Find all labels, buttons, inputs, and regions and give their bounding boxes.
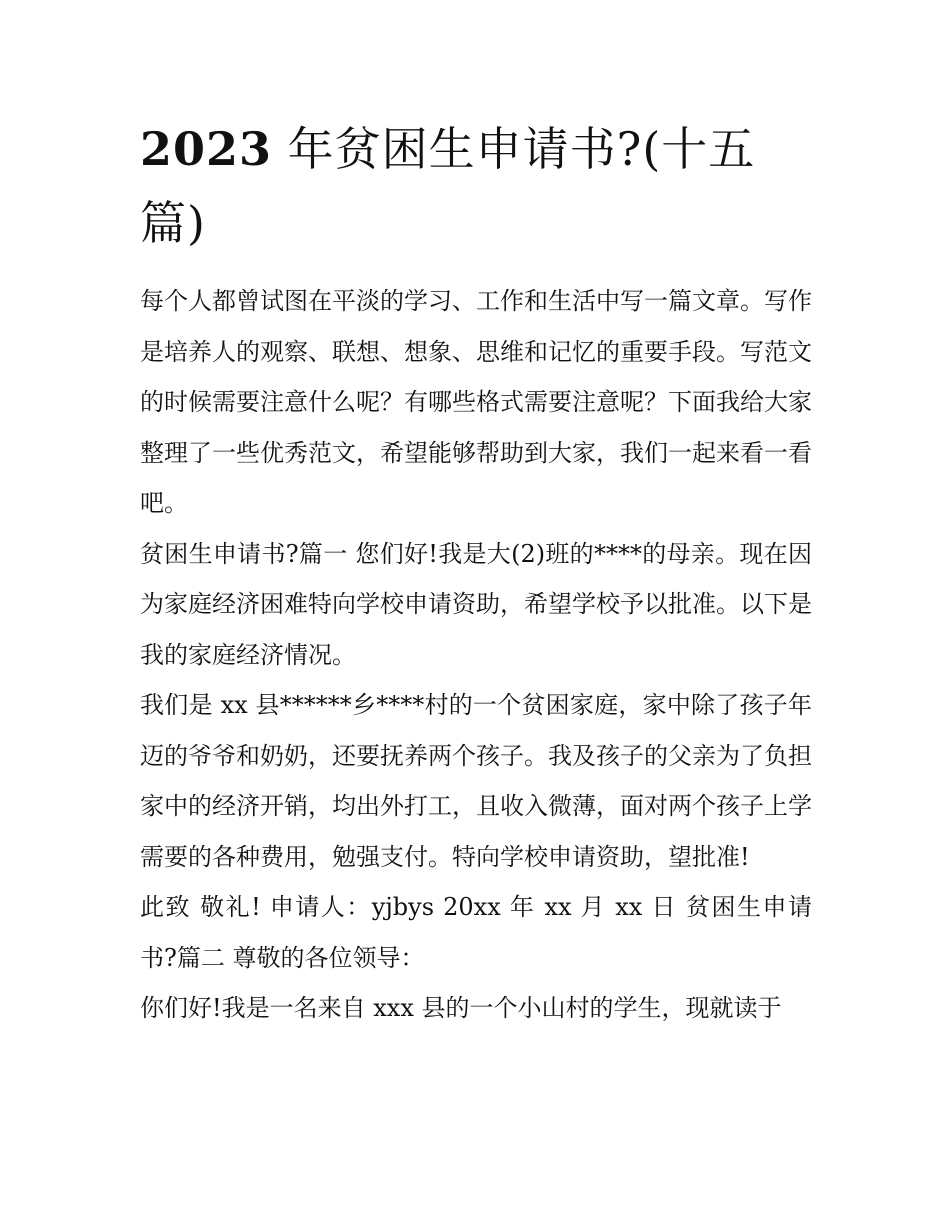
paragraph-intro: 每个人都曾试图在平淡的学习、工作和生活中写一篇文章。写作是培养人的观察、联想、想象、思维和记忆的重要手段。写范文的时候需要注意什么呢？有哪些格式需要注意呢？下面我给大家整理了一些优秀范文，希望能够帮助到大家，我们一起来看一看吧。 — [140, 287, 812, 517]
document-body — [140, 276, 812, 1034]
paragraph-letter-one-opening: 贫困生申请书?篇一 您们好!我是大(2)班的****的母亲。现在因为家庭经济困难特向学校申请资助，希望学校予以批准。以下是我的家庭经济情况。 — [140, 539, 812, 669]
paragraph-family-situation: 我们是 xx 县******乡****村的一个贫困家庭，家中除了孩子年迈的爷爷和奶奶，还要抚养两个孩子。我及孩子的父亲为了负担家中的经济开销，均出外打工，且收入微薄，面对两个孩子上学需要的各种费用，勉强支付。特向学校申请资助，望批准! — [140, 691, 812, 871]
title-text: 年贫困生申请书?(十五篇) — [140, 122, 756, 250]
title-year: 2023 — [140, 122, 273, 176]
paragraph-closing-and-letter-two: 此致 敬礼! 申请人：yjbys 20xx 年 xx 月 xx 日 贫困生申请书?篇二 尊敬的各位领导： — [140, 893, 812, 972]
document-title — [140, 112, 812, 260]
paragraph-letter-two-body: 你们好!我是一名来自 xxx 县的一个小山村的学生，现就读于 — [140, 994, 782, 1022]
